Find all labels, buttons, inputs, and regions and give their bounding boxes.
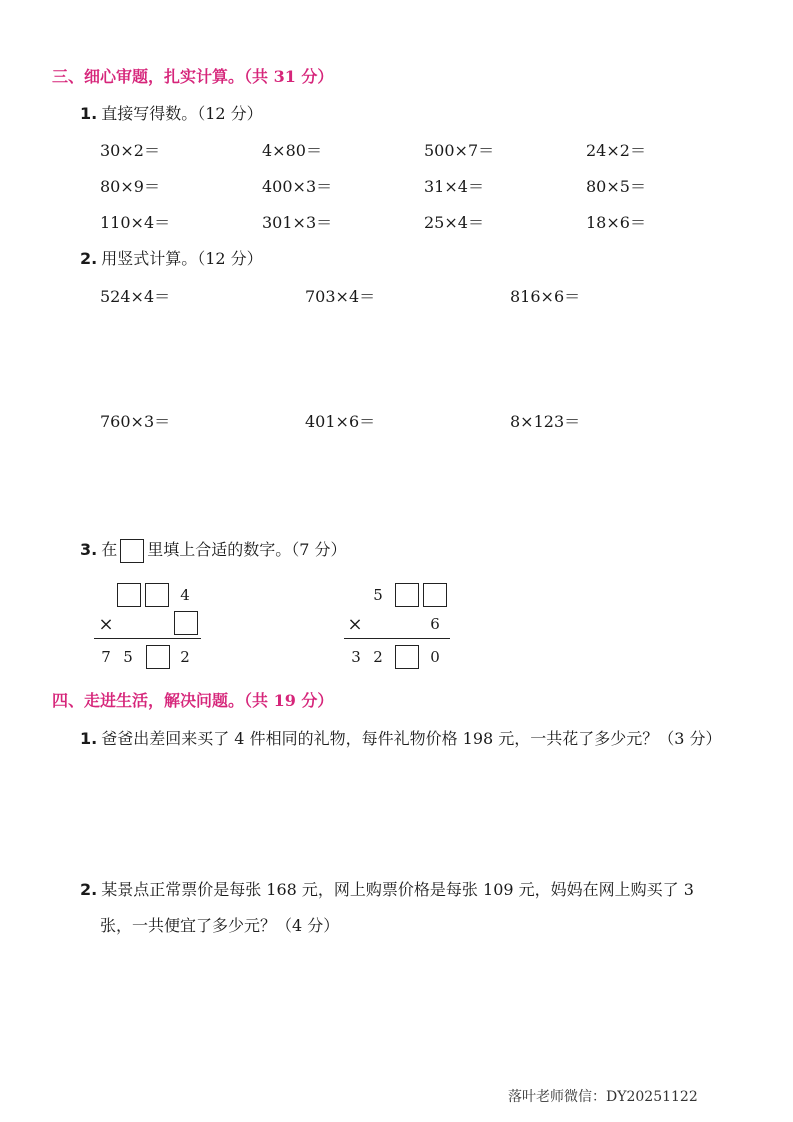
answer-box[interactable]	[146, 645, 170, 669]
question-4-2	[80, 877, 694, 900]
vertical-calc-item: 524×4＝	[100, 287, 171, 306]
question-number: 2.	[80, 880, 98, 899]
digit: 7	[101, 648, 111, 666]
calc-item: 80×9＝	[100, 177, 160, 196]
times-sign: ×	[98, 614, 114, 635]
question-text-line-2: 张，一共便宜了多少元？（4 分）	[100, 916, 340, 935]
calc-item: 500×7＝	[424, 141, 495, 160]
digit: 5	[373, 586, 383, 604]
question-text-line-1: 某景点正常票价是每张 168 元，网上购票价格是每张 109 元，妈妈在网上购买了 3	[101, 880, 694, 899]
section-4-title: 四、走进生活，解决问题。（共 19 分）	[52, 691, 334, 710]
calc-item: 301×3＝	[262, 213, 333, 232]
vertical-calc-item: 760×3＝	[100, 412, 171, 431]
question-3-1	[80, 101, 263, 124]
question-3-3	[80, 537, 347, 563]
answer-box[interactable]	[395, 583, 419, 607]
result-line	[94, 638, 201, 639]
digit: 2	[373, 648, 383, 666]
digit: 0	[430, 648, 440, 666]
digit: 6	[430, 615, 440, 633]
calc-item: 30×2＝	[100, 141, 160, 160]
calc-item: 110×4＝	[100, 213, 171, 232]
answer-box[interactable]	[145, 583, 169, 607]
calc-item: 24×2＝	[586, 141, 646, 160]
calc-item: 18×6＝	[586, 213, 646, 232]
digit: 5	[123, 648, 133, 666]
footer-contact: 落叶老师微信：DY20251122	[508, 1089, 698, 1105]
result-line	[344, 638, 450, 639]
question-3-2	[80, 246, 263, 269]
digit: 4	[180, 586, 190, 604]
answer-box[interactable]	[395, 645, 419, 669]
question-text: 用竖式计算。（12 分）	[101, 249, 263, 268]
calc-item: 400×3＝	[262, 177, 333, 196]
calc-item: 4×80＝	[262, 141, 322, 160]
question-text-before: 在	[101, 540, 118, 559]
digit: 2	[180, 648, 190, 666]
question-number: 1.	[80, 729, 98, 748]
question-text: 爸爸出差回来买了 4 件相同的礼物，每件礼物价格 198 元，一共花了多少元？（3 分）	[101, 729, 722, 748]
answer-box[interactable]	[423, 583, 447, 607]
digit: 3	[351, 648, 361, 666]
times-sign: ×	[347, 614, 363, 635]
question-text-after: 里填上合适的数字。（7 分）	[147, 540, 347, 559]
vertical-calc-item: 816×6＝	[510, 287, 581, 306]
question-4-1	[80, 726, 722, 749]
answer-box[interactable]	[174, 611, 198, 635]
vertical-calc-item: 401×6＝	[305, 412, 376, 431]
vertical-calc-item: 703×4＝	[305, 287, 376, 306]
answer-box-sample	[120, 539, 144, 563]
section-3-title: 三、细心审题，扎实计算。（共 31 分）	[52, 67, 334, 86]
question-number: 2.	[80, 249, 98, 268]
question-number: 3.	[80, 540, 98, 559]
calc-item: 31×4＝	[424, 177, 484, 196]
question-number: 1.	[80, 104, 98, 123]
vertical-calc-item: 8×123＝	[510, 412, 581, 431]
calc-item: 25×4＝	[424, 213, 484, 232]
calc-item: 80×5＝	[586, 177, 646, 196]
question-text: 直接写得数。（12 分）	[101, 104, 263, 123]
answer-box[interactable]	[117, 583, 141, 607]
